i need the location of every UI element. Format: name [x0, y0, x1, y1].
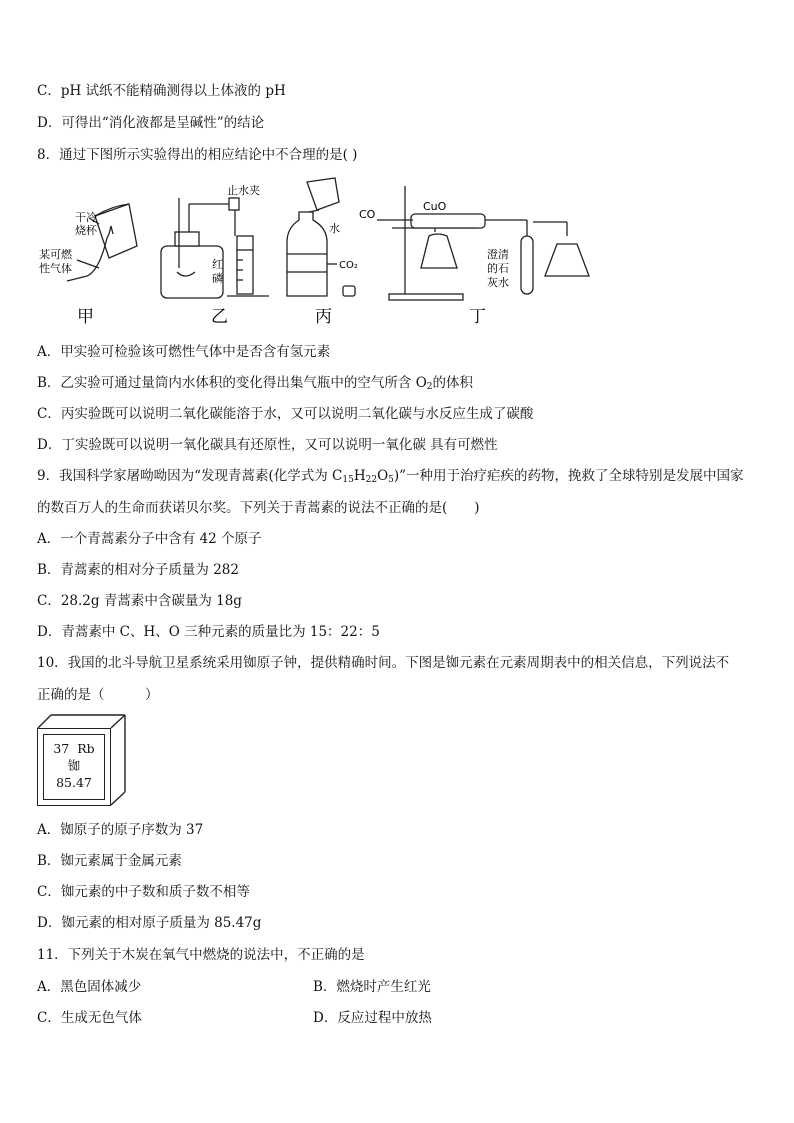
question-11-option-a: A．黑色固体减少 [37, 979, 142, 995]
element-number-symbol: 37 Rb [53, 741, 95, 756]
question-9-option-b: B．青蒿素的相对分子质量为 282 [37, 562, 239, 578]
bing-apparatus [287, 178, 355, 296]
question-8-option-b: B．乙实验可通过量筒内水体积的变化得出集气瓶中的空气所含 $O_2$的体积 [37, 375, 474, 392]
jia-label-gas-2: 性气体 [39, 262, 72, 275]
question-10-option-a: A．铷原子的原子序数为 37 [37, 822, 204, 838]
caption-yi: 乙 [211, 307, 228, 326]
experiment-apparatus-drawing [37, 176, 597, 326]
jia-label-shaobei: 烧杯 [75, 224, 97, 237]
question-10-option-d: D．铷元素的相对原子质量为 85.47g [37, 915, 262, 931]
yi-label-hong: 红 [212, 258, 223, 271]
jia-label-gas-1: 某可燃 [39, 248, 72, 261]
question-10-option-b: B．铷元素属于金属元素 [37, 853, 182, 869]
question-8-option-d: D．丁实验既可以说明一氧化碳具有还原性，又可以说明一氧化碳 具有可燃性 [37, 437, 498, 453]
ding-label-3: 灰水 [487, 276, 509, 289]
question-10-option-c: C．铷元素的中子数和质子数不相等 [37, 884, 250, 900]
element-mass: 85.47 [56, 775, 92, 790]
question-8-option-a: A．甲实验可检验该可燃性气体中是否含有氢元素 [37, 344, 331, 360]
yi-label-lin: 磷 [212, 272, 223, 285]
ding-label-cuo: CuO [423, 200, 447, 213]
card-front [37, 728, 111, 806]
ding-label-2: 的石 [487, 262, 509, 275]
question-9-option-a: A．一个青蒿素分子中含有 42 个原子 [37, 531, 262, 547]
question-9-stem-line1: 9．我国科学家屠呦呦因为“发现青蒿素(化学式为 $C_{15}H_{22}O_5$)”一种用于治疗疟疾的药物，挽救了全球特别是发展中国家 [37, 468, 744, 485]
question-11-stem: 11．下列关于木炭在氧气中燃烧的说法中，不正确的是 [37, 947, 365, 963]
experiment-figure [37, 176, 597, 326]
caption-ding: 丁 [469, 307, 486, 326]
question-11-option-b: B．燃烧时产生红光 [313, 979, 431, 995]
jia-label-ganleng: 干冷 [75, 211, 97, 224]
ding-label-1: 澄清 [487, 248, 509, 261]
question-10-stem-line2: 正确的是（ ） [37, 687, 159, 703]
question-8-stem: 8．通过下图所示实验得出的相应结论中不合理的是( ) [37, 147, 358, 163]
question-9-stem-line2: 的数百万人的生命而获诺贝尔奖。下列关于青蒿素的说法不正确的是( ) [37, 500, 480, 516]
question-10-stem-line1: 10．我国的北斗导航卫星系统采用铷原子钟，提供精确时间。下图是铷元素在元素周期表中的相关信息，下列说法不 [37, 655, 730, 671]
bing-label-co2: CO₂ [339, 260, 358, 271]
element-name: 铷 [67, 758, 81, 773]
question-11-option-c: C．生成无色气体 [37, 1010, 142, 1026]
caption-jia: 甲 [77, 307, 94, 326]
card-inner [43, 734, 105, 800]
rubidium-element-card [37, 714, 127, 806]
option-d-digestive: D．可得出“消化液都是呈碱性”的结论 [37, 115, 265, 131]
option-c-ph: C．pH 试纸不能精确测得以上体液的 pH [37, 83, 286, 99]
yi-label-clamp: 止水夹 [227, 184, 260, 197]
caption-bing: 丙 [315, 307, 332, 326]
bing-label-water: 水 [329, 222, 340, 235]
question-9-option-c: C．28.2g 青蒿素中含碳量为 18g [37, 593, 242, 609]
question-9-option-d: D．青蒿素中 C、H、O 三种元素的质量比为 15：22：5 [37, 624, 380, 640]
question-8-option-c: C．丙实验既可以说明二氧化碳能溶于水，又可以说明二氧化碳与水反应生成了碳酸 [37, 406, 534, 422]
question-11-option-d: D．反应过程中放热 [313, 1010, 432, 1026]
ding-label-co: CO [359, 208, 376, 221]
ding-apparatus [377, 186, 589, 300]
